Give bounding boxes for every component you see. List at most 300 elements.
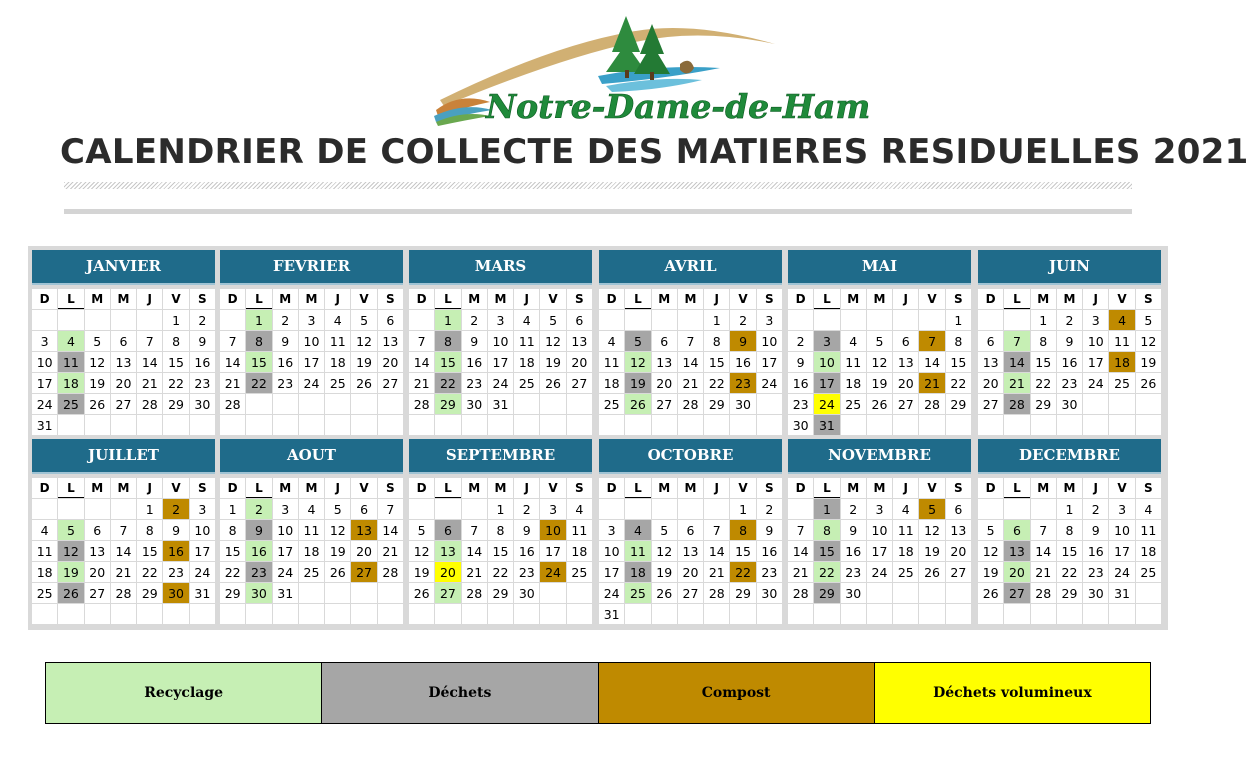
empty-cell: [325, 583, 350, 603]
empty-cell: [325, 604, 350, 624]
day-cell: 28: [378, 562, 403, 582]
empty-cell: [678, 604, 703, 624]
day-cell: 11: [893, 520, 918, 540]
weekday-header: M: [1031, 289, 1056, 309]
empty-cell: [435, 415, 460, 435]
day-cell: 23: [514, 562, 539, 582]
empty-cell: [32, 499, 57, 519]
day-cell: 24: [599, 583, 624, 603]
day-cell: 8: [220, 520, 245, 540]
day-cell: 3: [190, 499, 215, 519]
day-cell: 11: [325, 331, 350, 351]
day-cell: 13: [652, 352, 677, 372]
day-cell: 20: [652, 373, 677, 393]
day-cell: 9: [514, 520, 539, 540]
day-cell: 10: [1083, 331, 1108, 351]
month-grid: [220, 289, 403, 435]
empty-cell: [893, 415, 918, 435]
day-cell: 20: [351, 541, 376, 561]
weekday-header: M: [462, 478, 487, 498]
day-cell: 11: [299, 520, 324, 540]
day-cell: 22: [137, 562, 162, 582]
empty-cell: [1031, 415, 1056, 435]
empty-cell: [246, 604, 271, 624]
day-cell: 14: [220, 352, 245, 372]
day-cell: 16: [190, 352, 215, 372]
day-cell: 12: [867, 352, 892, 372]
empty-cell: [1057, 415, 1082, 435]
day-cell: 19: [652, 562, 677, 582]
day-cell: 2: [462, 310, 487, 330]
day-cell: 3: [273, 499, 298, 519]
day-cell: 3: [540, 499, 565, 519]
day-cell: 30: [246, 583, 271, 603]
day-cell: 27: [1004, 583, 1029, 603]
day-cell: 20: [678, 562, 703, 582]
weekday-header: D: [788, 289, 813, 309]
day-cell: 29: [946, 394, 971, 414]
empty-cell: [409, 310, 434, 330]
weekday-header: M: [488, 289, 513, 309]
day-cell: 10: [32, 352, 57, 372]
day-cell: 14: [462, 541, 487, 561]
day-cell: 22: [163, 373, 188, 393]
day-cell: 12: [625, 352, 650, 372]
weekday-header: J: [325, 478, 350, 498]
day-cell: 20: [378, 352, 403, 372]
day-cell: 21: [137, 373, 162, 393]
day-cell: 1: [814, 499, 839, 519]
day-cell: 25: [299, 562, 324, 582]
empty-cell: [841, 310, 866, 330]
day-cell: 28: [220, 394, 245, 414]
day-cell: 6: [435, 520, 460, 540]
weekday-header: M: [678, 289, 703, 309]
empty-cell: [1136, 394, 1161, 414]
day-cell: 18: [599, 373, 624, 393]
empty-cell: [788, 604, 813, 624]
weekday-header: V: [730, 289, 755, 309]
day-cell: 30: [462, 394, 487, 414]
weekday-header: V: [540, 289, 565, 309]
day-cell: 18: [32, 562, 57, 582]
day-cell: 22: [730, 562, 755, 582]
month-title: NOVEMBRE: [788, 439, 971, 472]
month-grid: [32, 478, 215, 624]
day-cell: 18: [299, 541, 324, 561]
empty-cell: [978, 310, 1003, 330]
day-cell: 30: [1057, 394, 1082, 414]
weekday-header: J: [137, 478, 162, 498]
weekday-header: D: [409, 289, 434, 309]
day-cell: 1: [488, 499, 513, 519]
day-cell: 29: [163, 394, 188, 414]
weekday-header: S: [567, 478, 592, 498]
day-cell: 13: [567, 331, 592, 351]
day-cell: 8: [1031, 331, 1056, 351]
day-cell: 12: [919, 520, 944, 540]
day-cell: 29: [137, 583, 162, 603]
day-cell: 28: [678, 394, 703, 414]
day-cell: 3: [867, 499, 892, 519]
day-cell: 12: [351, 331, 376, 351]
weekday-header: L: [1004, 478, 1029, 498]
day-cell: 26: [652, 583, 677, 603]
empty-cell: [1004, 310, 1029, 330]
weekday-header: D: [788, 478, 813, 498]
empty-cell: [58, 415, 83, 435]
day-cell: 5: [978, 520, 1003, 540]
day-cell: 13: [85, 541, 110, 561]
day-cell: 25: [32, 583, 57, 603]
day-cell: 29: [488, 583, 513, 603]
day-cell: 6: [85, 520, 110, 540]
month-title: FEVRIER: [220, 250, 403, 283]
logo-text: Notre-Dame-de-Ham: [486, 87, 871, 126]
day-cell: 31: [488, 394, 513, 414]
day-cell: 14: [919, 352, 944, 372]
empty-cell: [351, 415, 376, 435]
day-cell: 16: [841, 541, 866, 561]
day-cell: 2: [788, 331, 813, 351]
empty-cell: [867, 415, 892, 435]
day-cell: 24: [32, 394, 57, 414]
day-cell: 20: [893, 373, 918, 393]
day-cell: 17: [757, 352, 782, 372]
day-cell: 17: [1109, 541, 1134, 561]
empty-cell: [841, 415, 866, 435]
hatched-divider: [64, 182, 1132, 189]
day-cell: 2: [1083, 499, 1108, 519]
weekday-header: J: [704, 478, 729, 498]
empty-cell: [351, 394, 376, 414]
day-cell: 11: [841, 352, 866, 372]
day-cell: 20: [85, 562, 110, 582]
month-title: JANVIER: [32, 250, 215, 283]
day-cell: 6: [978, 331, 1003, 351]
day-cell: 27: [85, 583, 110, 603]
day-cell: 9: [788, 352, 813, 372]
empty-cell: [652, 415, 677, 435]
day-cell: 18: [1136, 541, 1161, 561]
weekday-header: J: [325, 289, 350, 309]
empty-cell: [435, 604, 460, 624]
day-cell: 13: [978, 352, 1003, 372]
weekday-header: V: [351, 289, 376, 309]
day-cell: 28: [1031, 583, 1056, 603]
empty-cell: [757, 394, 782, 414]
day-cell: 2: [190, 310, 215, 330]
day-cell: 24: [1083, 373, 1108, 393]
day-cell: 27: [111, 394, 136, 414]
weekday-header: V: [1109, 289, 1134, 309]
empty-cell: [1004, 499, 1029, 519]
weekday-header: M: [111, 289, 136, 309]
weekday-header: M: [867, 289, 892, 309]
day-cell: 27: [893, 394, 918, 414]
day-cell: 6: [378, 310, 403, 330]
empty-cell: [946, 583, 971, 603]
day-cell: 10: [488, 331, 513, 351]
day-cell: 9: [730, 331, 755, 351]
day-cell: 22: [220, 562, 245, 582]
day-cell: 10: [814, 352, 839, 372]
day-cell: 19: [58, 562, 83, 582]
weekday-header: M: [678, 478, 703, 498]
day-cell: 30: [841, 583, 866, 603]
day-cell: 17: [299, 352, 324, 372]
month-title: JUILLET: [32, 439, 215, 472]
empty-cell: [919, 604, 944, 624]
weekday-header: V: [163, 289, 188, 309]
legend-garbage: Déchets: [321, 663, 597, 723]
weekday-header: S: [567, 289, 592, 309]
month-grid: [32, 289, 215, 435]
day-cell: 15: [1057, 541, 1082, 561]
day-cell: 27: [435, 583, 460, 603]
day-cell: 19: [867, 373, 892, 393]
empty-cell: [514, 604, 539, 624]
weekday-header: M: [85, 289, 110, 309]
day-cell: 27: [567, 373, 592, 393]
day-cell: 23: [841, 562, 866, 582]
weekday-header: M: [299, 289, 324, 309]
day-cell: 27: [678, 583, 703, 603]
day-cell: 28: [111, 583, 136, 603]
empty-cell: [1083, 604, 1108, 624]
day-cell: 3: [32, 331, 57, 351]
day-cell: 11: [567, 520, 592, 540]
day-cell: 12: [540, 331, 565, 351]
month-title: MARS: [409, 250, 592, 283]
empty-cell: [246, 394, 271, 414]
weekday-header: M: [652, 289, 677, 309]
day-cell: 6: [351, 499, 376, 519]
day-cell: 3: [488, 310, 513, 330]
weekday-header: J: [893, 289, 918, 309]
day-cell: 16: [514, 541, 539, 561]
day-cell: 11: [58, 352, 83, 372]
empty-cell: [978, 499, 1003, 519]
day-cell: 1: [163, 310, 188, 330]
day-cell: 11: [599, 352, 624, 372]
day-cell: 16: [1083, 541, 1108, 561]
day-cell: 12: [652, 541, 677, 561]
day-cell: 9: [273, 331, 298, 351]
legend: [45, 662, 1151, 724]
month-title: MAI: [788, 250, 971, 283]
day-cell: 10: [273, 520, 298, 540]
weekday-header: D: [978, 289, 1003, 309]
day-cell: 10: [757, 331, 782, 351]
month-octobre: [599, 439, 782, 624]
empty-cell: [190, 415, 215, 435]
day-cell: 6: [893, 331, 918, 351]
month-septembre: [409, 439, 592, 624]
day-cell: 9: [163, 520, 188, 540]
day-cell: 7: [1031, 520, 1056, 540]
empty-cell: [351, 583, 376, 603]
day-cell: 22: [488, 562, 513, 582]
empty-cell: [32, 604, 57, 624]
day-cell: 27: [378, 373, 403, 393]
day-cell: 23: [462, 373, 487, 393]
day-cell: 28: [1004, 394, 1029, 414]
month-grid: [978, 289, 1161, 435]
empty-cell: [488, 415, 513, 435]
day-cell: 23: [788, 394, 813, 414]
month-grid: [220, 478, 403, 624]
empty-cell: [757, 604, 782, 624]
day-cell: 9: [246, 520, 271, 540]
day-cell: 5: [867, 331, 892, 351]
weekday-header: S: [946, 478, 971, 498]
day-cell: 7: [378, 499, 403, 519]
empty-cell: [85, 415, 110, 435]
empty-cell: [652, 310, 677, 330]
empty-cell: [137, 415, 162, 435]
empty-cell: [867, 604, 892, 624]
day-cell: 30: [730, 394, 755, 414]
empty-cell: [704, 499, 729, 519]
day-cell: 27: [946, 562, 971, 582]
empty-cell: [58, 310, 83, 330]
empty-cell: [378, 604, 403, 624]
day-cell: 4: [1109, 310, 1134, 330]
day-cell: 4: [567, 499, 592, 519]
day-cell: 19: [919, 541, 944, 561]
day-cell: 22: [704, 373, 729, 393]
day-cell: 1: [137, 499, 162, 519]
weekday-header: M: [488, 478, 513, 498]
legend-compost: Compost: [598, 663, 874, 723]
month-grid: [599, 289, 782, 435]
day-cell: 5: [85, 331, 110, 351]
day-cell: 18: [58, 373, 83, 393]
month-grid: [788, 289, 971, 435]
day-cell: 22: [1057, 562, 1082, 582]
day-cell: 12: [978, 541, 1003, 561]
month-title: OCTOBRE: [599, 439, 782, 472]
day-cell: 23: [163, 562, 188, 582]
day-cell: 23: [730, 373, 755, 393]
empty-cell: [435, 499, 460, 519]
weekday-header: V: [730, 478, 755, 498]
empty-cell: [625, 604, 650, 624]
day-cell: 16: [757, 541, 782, 561]
day-cell: 8: [704, 331, 729, 351]
empty-cell: [652, 499, 677, 519]
day-cell: 14: [678, 352, 703, 372]
day-cell: 12: [85, 352, 110, 372]
weekday-header: M: [462, 289, 487, 309]
day-cell: 26: [58, 583, 83, 603]
empty-cell: [599, 499, 624, 519]
day-cell: 1: [246, 310, 271, 330]
day-cell: 16: [462, 352, 487, 372]
day-cell: 31: [814, 415, 839, 435]
day-cell: 7: [704, 520, 729, 540]
day-cell: 14: [111, 541, 136, 561]
day-cell: 1: [435, 310, 460, 330]
empty-cell: [704, 604, 729, 624]
day-cell: 25: [325, 373, 350, 393]
day-cell: 22: [814, 562, 839, 582]
day-cell: 23: [273, 373, 298, 393]
day-cell: 13: [351, 520, 376, 540]
day-cell: 10: [599, 541, 624, 561]
day-cell: 24: [190, 562, 215, 582]
day-cell: 10: [540, 520, 565, 540]
empty-cell: [625, 415, 650, 435]
day-cell: 19: [85, 373, 110, 393]
empty-cell: [678, 415, 703, 435]
empty-cell: [85, 310, 110, 330]
day-cell: 14: [1031, 541, 1056, 561]
month-title: DECEMBRE: [978, 439, 1161, 472]
empty-cell: [841, 604, 866, 624]
legend-bulky: Déchets volumineux: [874, 663, 1150, 723]
day-cell: 4: [514, 310, 539, 330]
empty-cell: [220, 604, 245, 624]
day-cell: 21: [678, 373, 703, 393]
day-cell: 10: [1109, 520, 1134, 540]
day-cell: 19: [325, 541, 350, 561]
day-cell: 15: [730, 541, 755, 561]
day-cell: 5: [919, 499, 944, 519]
day-cell: 25: [514, 373, 539, 393]
day-cell: 8: [246, 331, 271, 351]
day-cell: 28: [788, 583, 813, 603]
weekday-header: S: [757, 289, 782, 309]
empty-cell: [137, 310, 162, 330]
page-title: CALENDRIER DE COLLECTE DES MATIERES RESIDUELLES 2021: [60, 132, 1249, 172]
day-cell: 8: [730, 520, 755, 540]
weekday-header: S: [1136, 478, 1161, 498]
empty-cell: [514, 394, 539, 414]
day-cell: 18: [325, 352, 350, 372]
empty-cell: [946, 604, 971, 624]
empty-cell: [409, 604, 434, 624]
day-cell: 1: [730, 499, 755, 519]
weekday-header: M: [841, 478, 866, 498]
day-cell: 30: [788, 415, 813, 435]
empty-cell: [919, 310, 944, 330]
day-cell: 20: [111, 373, 136, 393]
day-cell: 3: [599, 520, 624, 540]
empty-cell: [351, 604, 376, 624]
empty-cell: [462, 415, 487, 435]
day-cell: 5: [351, 310, 376, 330]
day-cell: 13: [946, 520, 971, 540]
day-cell: 26: [351, 373, 376, 393]
day-cell: 6: [946, 499, 971, 519]
weekday-header: V: [1109, 478, 1134, 498]
empty-cell: [625, 499, 650, 519]
weekday-header: S: [1136, 289, 1161, 309]
day-cell: 1: [1057, 499, 1082, 519]
weekday-header: J: [1083, 478, 1108, 498]
weekday-header: D: [409, 478, 434, 498]
weekday-header: M: [1031, 478, 1056, 498]
day-cell: 27: [351, 562, 376, 582]
day-cell: 1: [1031, 310, 1056, 330]
month-aout: [220, 439, 403, 624]
day-cell: 16: [730, 352, 755, 372]
empty-cell: [704, 415, 729, 435]
day-cell: 23: [1057, 373, 1082, 393]
month-janvier: [32, 250, 215, 435]
